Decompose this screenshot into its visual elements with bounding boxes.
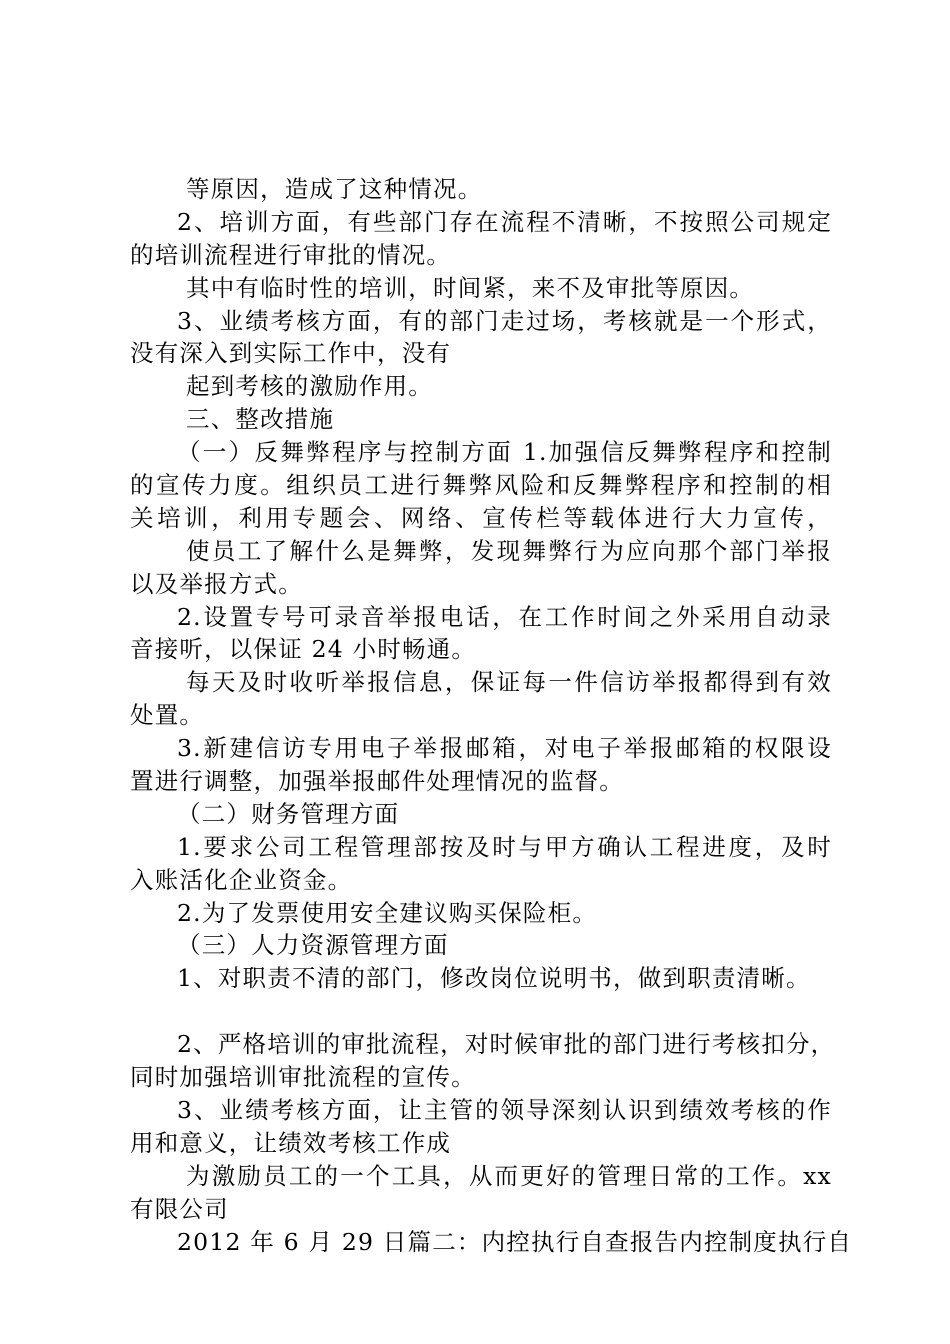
- text-line: 2、培训方面，有些部门存在流程不清晰，不按照公司规定: [177, 207, 832, 236]
- text-line: 音接听，以保证 24 小时畅通。: [130, 635, 477, 664]
- text-line: 3、业绩考核方面，有的部门走过场，考核就是一个形式，: [177, 306, 832, 335]
- text-line: 等原因，造成了这种情况。: [186, 175, 483, 203]
- text-line: 每天及时收听举报信息，保证每一件信访举报都得到有效: [186, 668, 832, 697]
- text-line: 以及举报方式。: [130, 569, 303, 598]
- text-line: 处置。: [130, 701, 205, 730]
- text-line: 其中有临时性的培训，时间紧，来不及审批等原因。: [186, 273, 755, 302]
- document-body: [130, 173, 853, 1259]
- text-line: 没有深入到实际工作中，没有: [130, 339, 452, 368]
- text-line: 入账活化企业资金。: [130, 865, 353, 894]
- text-line: 1.要求公司工程管理部按及时与甲方确认工程进度，及时: [177, 832, 832, 861]
- text-line: 有限公司: [130, 1194, 229, 1223]
- text-line: 为激励员工的一个工具，从而更好的管理日常的工作。xx: [186, 1161, 832, 1190]
- text-line: 2.设置专号可录音举报电话，在工作时间之外采用自动录: [177, 602, 832, 631]
- text-line: 1、对职责不清的部门，修改岗位说明书，做到职责清晰。: [177, 964, 811, 993]
- text-line: 同时加强培训审批流程的宣传。: [130, 1063, 476, 1092]
- text-line: 的培训流程进行审批的情况。: [130, 240, 452, 269]
- text-line: 关培训，利用专题会、网络、宣传栏等载体进行大力宣传，: [130, 503, 832, 532]
- subsection-heading: （三）人力资源管理方面: [177, 931, 449, 960]
- text-line: 3.新建信访专用电子举报邮箱，对电子举报邮箱的权限设: [177, 734, 832, 763]
- text-line: 起到考核的激励作用。: [186, 372, 433, 401]
- section-heading: 三、整改措施: [186, 405, 335, 434]
- text-line: 的宣传力度。组织员工进行舞弊风险和反舞弊程序和控制的相: [130, 471, 832, 500]
- text-line: （一）反舞弊程序与控制方面 1.加强信反舞弊程序和控制: [177, 438, 832, 467]
- text-line: 2012 年 6 月 29 日篇二：内控执行自查报告内控制度执行自: [177, 1227, 853, 1256]
- text-line: 用和意义，让绩效考核工作成: [130, 1128, 452, 1157]
- text-line: 2.为了发票使用安全建议购买保险柜。: [177, 898, 598, 927]
- subsection-heading: （二）财务管理方面: [177, 799, 400, 828]
- text-line: 置进行调整，加强举报邮件处理情况的监督。: [130, 767, 624, 796]
- text-line: 3、业绩考核方面，让主管的领导深刻认识到绩效考核的作: [177, 1096, 832, 1125]
- text-line: 使员工了解什么是舞弊，发现舞弊行为应向那个部门举报: [186, 536, 832, 565]
- paragraph-gap: [130, 995, 832, 1028]
- text-line: 2、严格培训的审批流程，对时候审批的部门进行考核扣分，: [177, 1030, 836, 1059]
